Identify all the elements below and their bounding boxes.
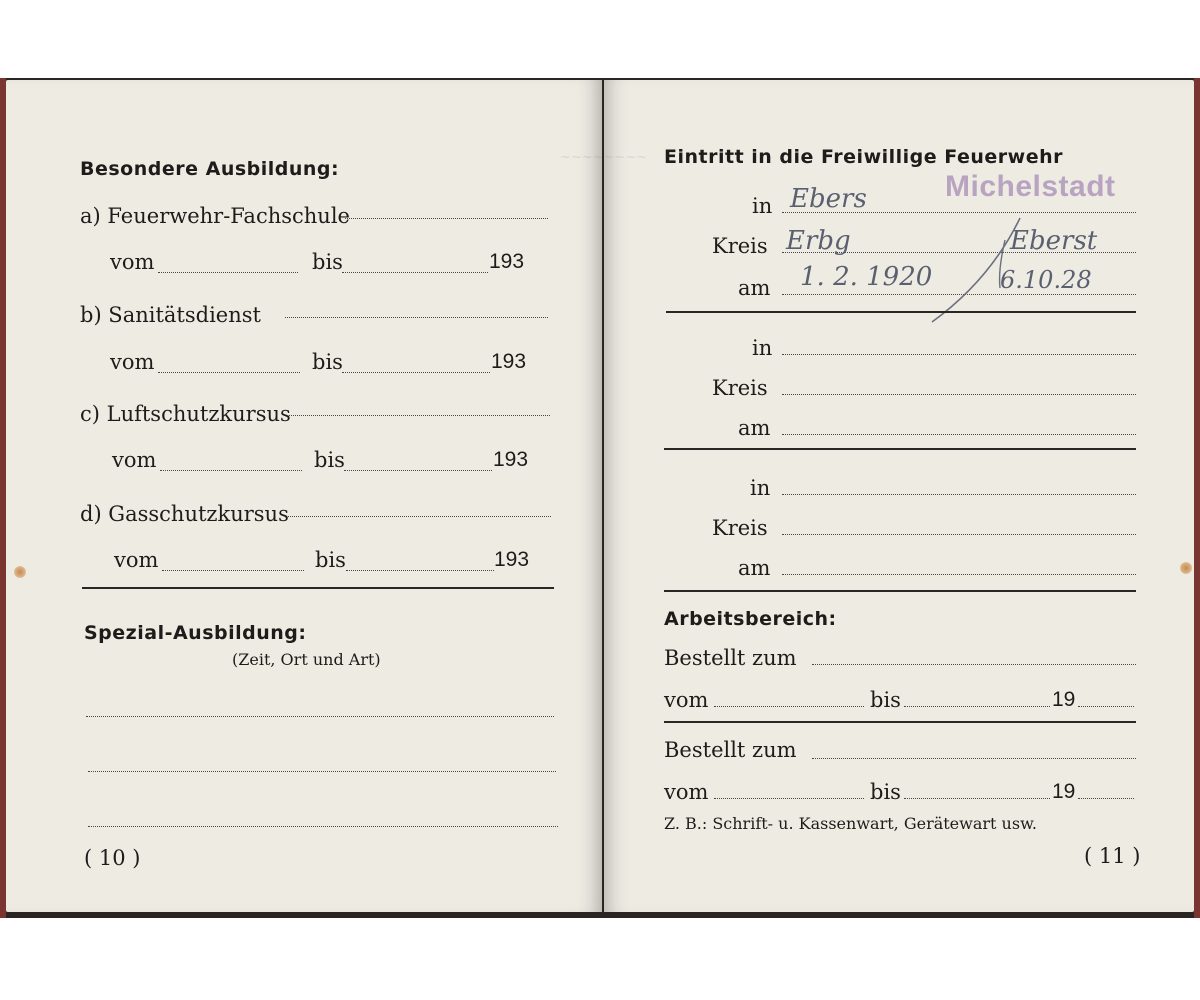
- handwritten-in: Ebers: [790, 184, 867, 214]
- item-a-vom: vom: [110, 250, 155, 274]
- item-d-bis: bis: [315, 548, 346, 572]
- item-b-year: 193: [491, 350, 527, 373]
- item-a-bis: bis: [312, 250, 343, 274]
- handwritten-kreis: Erbg: [786, 226, 851, 256]
- item-c-year: 193: [493, 448, 529, 471]
- right-cover-edge: [1194, 78, 1200, 918]
- item-a-year: 193: [489, 250, 525, 273]
- entry1-kreis: Kreis: [712, 234, 768, 258]
- work2-bis: bis: [870, 780, 901, 804]
- work2-line: [812, 758, 1136, 759]
- item-c-label: c) Luftschutzkursus: [80, 402, 291, 426]
- item-c-line: [287, 415, 550, 416]
- page-number-right: ( 11 ): [1084, 844, 1141, 868]
- entry3-rule: [664, 590, 1136, 592]
- item-d-line: [288, 516, 551, 517]
- right-heading: Eintritt in die Freiwillige Feuerwehr: [664, 146, 1063, 168]
- special-line-2: [88, 771, 556, 772]
- work2-vom: vom: [664, 780, 709, 804]
- handwritten-date: 1. 2. 1920: [800, 262, 933, 292]
- work-rule: [664, 721, 1136, 723]
- work2-year: 19: [1052, 780, 1076, 803]
- item-a-bis-line: [342, 272, 488, 273]
- work2-bis-line: [904, 798, 1050, 799]
- entry3-kreis: Kreis: [712, 516, 768, 540]
- entry1-in: in: [752, 194, 773, 218]
- work-heading: Arbeitsbereich:: [664, 608, 837, 630]
- entry2-in: in: [752, 336, 773, 360]
- footnote: Z. B.: Schrift- u. Kassenwart, Gerätewart usw.: [664, 814, 1037, 833]
- item-b-bis-line: [342, 372, 490, 373]
- work2-label: Bestellt zum: [664, 738, 797, 762]
- item-d-year: 193: [494, 548, 530, 571]
- entry3-am-line: [782, 574, 1136, 575]
- entry1-rule: [666, 311, 1136, 313]
- item-b-vom: vom: [110, 350, 155, 374]
- work2-year-line: [1078, 798, 1134, 799]
- item-c-bis-line: [344, 470, 492, 471]
- work1-year: 19: [1052, 688, 1076, 711]
- entry2-rule: [664, 448, 1136, 450]
- entry3-kreis-line: [782, 534, 1136, 535]
- entry1-am: am: [738, 276, 771, 300]
- entry3-in-line: [782, 494, 1136, 495]
- special-heading: Spezial-Ausbildung:: [84, 622, 307, 644]
- item-a-vom-line: [158, 272, 298, 273]
- entry2-am: am: [738, 416, 771, 440]
- item-b-line: [285, 317, 548, 318]
- town-stamp: Michelstadt: [945, 170, 1116, 203]
- item-d-vom: vom: [114, 548, 159, 572]
- item-b-vom-line: [158, 372, 300, 373]
- left-separator-rule: [82, 587, 554, 589]
- work1-vom: vom: [664, 688, 709, 712]
- item-d-label: d) Gasschutzkursus: [80, 502, 289, 526]
- special-subheading: (Zeit, Ort und Art): [232, 650, 381, 669]
- entry2-in-line: [782, 354, 1136, 355]
- item-d-bis-line: [346, 570, 494, 571]
- item-a-line: [345, 218, 548, 219]
- left-heading: Besondere Ausbildung:: [80, 158, 340, 180]
- entry2-kreis-line: [782, 394, 1136, 395]
- handwritten-second-date: 6.10.28: [1000, 266, 1092, 294]
- binding-hole-left: [14, 566, 26, 578]
- item-b-bis: bis: [312, 350, 343, 374]
- entry3-am: am: [738, 556, 771, 580]
- binding-hole-right: [1180, 562, 1192, 574]
- show-through-text: ~~~~~~~~: [560, 150, 648, 165]
- item-c-vom: vom: [112, 448, 157, 472]
- page-number-left: ( 10 ): [84, 846, 141, 870]
- work1-label: Bestellt zum: [664, 646, 797, 670]
- entry3-in: in: [750, 476, 771, 500]
- entry2-am-line: [782, 434, 1136, 435]
- work1-bis: bis: [870, 688, 901, 712]
- item-c-bis: bis: [314, 448, 345, 472]
- special-line-1: [86, 716, 554, 717]
- item-c-vom-line: [160, 470, 302, 471]
- work1-year-line: [1078, 706, 1134, 707]
- work1-vom-line: [714, 706, 864, 707]
- work2-vom-line: [714, 798, 864, 799]
- item-d-vom-line: [162, 570, 304, 571]
- work1-bis-line: [904, 706, 1050, 707]
- handwritten-second-place: Eberst: [1010, 226, 1098, 256]
- entry2-kreis: Kreis: [712, 376, 768, 400]
- special-line-3: [88, 826, 558, 827]
- item-b-label: b) Sanitätsdienst: [80, 303, 261, 327]
- item-a-label: a) Feuerwehr-Fachschule: [80, 204, 350, 228]
- work1-line: [812, 664, 1136, 665]
